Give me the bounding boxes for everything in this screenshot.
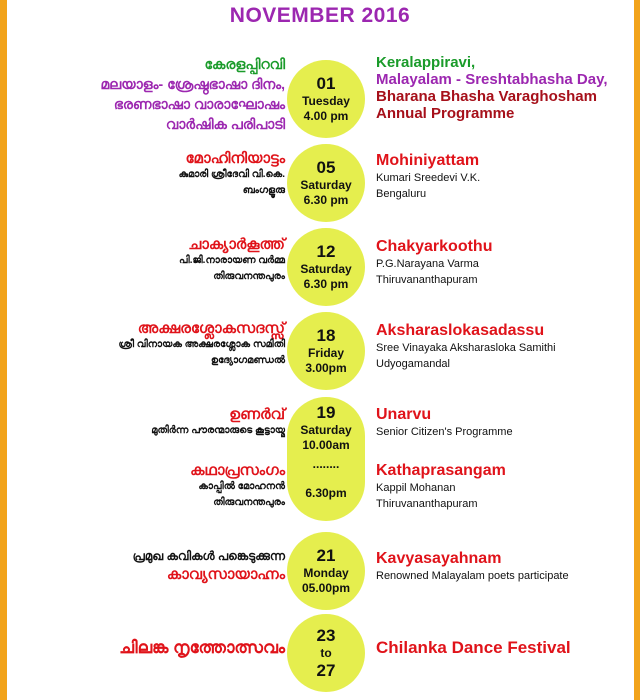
event-time: 6.30 pm: [303, 193, 349, 207]
ml-line: ഭരണഭാഷാ വാരാഘോഷം: [113, 96, 285, 112]
event-ml-text: [190, 462, 285, 511]
ml-subtitle: ബംഗളൂരു: [242, 185, 285, 196]
ml-subtitle: ഉദ്യോഗമണ്ഡൽ: [210, 355, 285, 366]
event-ml-text: [151, 406, 285, 439]
en-title: Unarvu: [376, 406, 432, 423]
event-date-to: 27: [316, 660, 336, 680]
en-title: Chilanka Dance Festival: [376, 638, 571, 657]
ml-subtitle: പ്രമുഖ കവികൾ പങ്കെടുക്കുന്ന: [132, 549, 285, 563]
ml-title: കാവ്യസായാഹ്നം: [166, 566, 285, 583]
event-en-text: [376, 638, 571, 658]
event-day: Tuesday: [302, 94, 350, 108]
date-circle: [287, 60, 365, 138]
ml-title: അക്ഷരശ്ലോകസദസ്സ്: [137, 320, 285, 337]
ml-subtitle: ശ്രീ വിനായക അക്ഷരശ്ലോക സമിതി: [118, 339, 285, 350]
left-border-stripe: [0, 0, 7, 700]
ml-subtitle: കാപ്പിൽ മോഹനൻ: [198, 481, 285, 492]
en-title: Mohiniyattam: [376, 152, 480, 169]
event-ml-text: [179, 236, 285, 285]
en-title: Aksharaslokasadassu: [376, 322, 545, 339]
event-date: 19: [316, 403, 336, 422]
en-title: Kavyasayahnam: [376, 550, 502, 567]
event-date-to-word: to: [320, 645, 332, 660]
event-ml-text: [119, 638, 285, 658]
event-en-text: [376, 462, 506, 512]
en-line: Annual Programme: [376, 105, 515, 122]
event-separator: ........: [312, 457, 340, 471]
ml-title: ചാക്യാർകൂത്ത്: [188, 236, 285, 253]
event-ml-text: [179, 150, 285, 199]
event-time: 4.00 pm: [303, 109, 349, 123]
ml-title: മോഹിനിയാട്ടം: [185, 150, 285, 167]
event-date: 21: [316, 546, 336, 565]
ml-line: മലയാളം- ശ്രേഷ്ഠഭാഷാ ദിനം,: [100, 76, 285, 92]
en-title: Kathaprasangam: [376, 462, 506, 479]
event-en-text: [376, 54, 608, 122]
event-day: Saturday: [300, 423, 352, 437]
en-subtitle: Udyogamandal: [376, 358, 450, 370]
event-date: 12: [316, 242, 336, 261]
en-subtitle: Senior Citizen's Programme: [376, 426, 513, 438]
event-time: 6.30pm: [305, 486, 347, 500]
en-subtitle: Renowned Malayalam poets participate: [376, 570, 569, 582]
en-subtitle: P.G.Narayana Varma: [376, 258, 479, 270]
event-day: Friday: [307, 346, 344, 360]
event-en-text: [376, 406, 513, 440]
en-subtitle: Kumari Sreedevi V.K.: [376, 172, 481, 184]
ml-title: കഥാപ്രസംഗം: [190, 462, 285, 479]
ml-title: ചിലങ്ക നൃത്തോത്സവം: [119, 638, 285, 657]
event-ml-text: [118, 320, 285, 369]
date-circle: [287, 228, 365, 306]
event-ml-text: [101, 54, 285, 134]
event-day: Saturday: [300, 262, 352, 276]
month-heading: NOVEMBER 2016: [229, 4, 411, 27]
event-date-from: 23: [316, 625, 336, 645]
en-line: Malayalam - Sreshtabhasha Day,: [376, 71, 608, 88]
en-subtitle: Thiruvananthapuram: [376, 274, 478, 286]
en-subtitle: Sree Vinayaka Aksharasloka Samithi: [376, 342, 556, 354]
event-day: Saturday: [300, 178, 352, 192]
ml-subtitle: പി.ജി.നാരായണ വർമ്മ: [179, 255, 285, 266]
en-title: Chakyarkoothu: [376, 238, 493, 255]
date-circle: [287, 532, 365, 610]
event-ml-text: [133, 546, 285, 583]
en-line: Bharana Bhasha Varaghosham: [376, 88, 597, 105]
event-en-text: [376, 550, 569, 584]
date-circle: [287, 614, 365, 692]
event-date: 05: [316, 158, 336, 177]
right-border-stripe: [634, 0, 640, 700]
date-circle: [287, 144, 365, 222]
event-en-text: [376, 152, 480, 202]
ml-line: കേരളപ്പിറവി: [204, 56, 285, 72]
ml-subtitle: തിരുവനന്തപുരം: [213, 271, 285, 282]
event-time: 05.00pm: [301, 581, 351, 595]
event-time: 6.30 pm: [303, 277, 349, 291]
event-en-text: [376, 322, 556, 372]
ml-title: ഉണർവ്: [229, 406, 285, 423]
event-time: 10.00am: [302, 438, 350, 452]
event-time: 3.00pm: [305, 361, 347, 375]
en-subtitle: Bengaluru: [376, 188, 427, 200]
en-line: Keralappiravi,: [376, 54, 476, 71]
date-pill-19: [287, 397, 365, 521]
event-date: 18: [316, 326, 336, 345]
en-subtitle: Kappil Mohanan: [376, 482, 456, 494]
ml-line: വാർഷിക പരിപാടി: [165, 116, 285, 132]
ml-subtitle: മുതിർന്ന പൗരന്മാരുടെ കൂട്ടായ്മ: [151, 425, 285, 436]
event-date: 01: [316, 74, 336, 93]
ml-subtitle: തിരുവനന്തപുരം: [213, 497, 285, 508]
en-subtitle: Thiruvananthapuram: [376, 498, 478, 510]
event-en-text: [376, 238, 492, 288]
event-day: Monday: [303, 566, 349, 580]
date-circle: [287, 312, 365, 390]
ml-subtitle: കുമാരി ശ്രീദേവി വി.കെ.: [178, 169, 285, 180]
